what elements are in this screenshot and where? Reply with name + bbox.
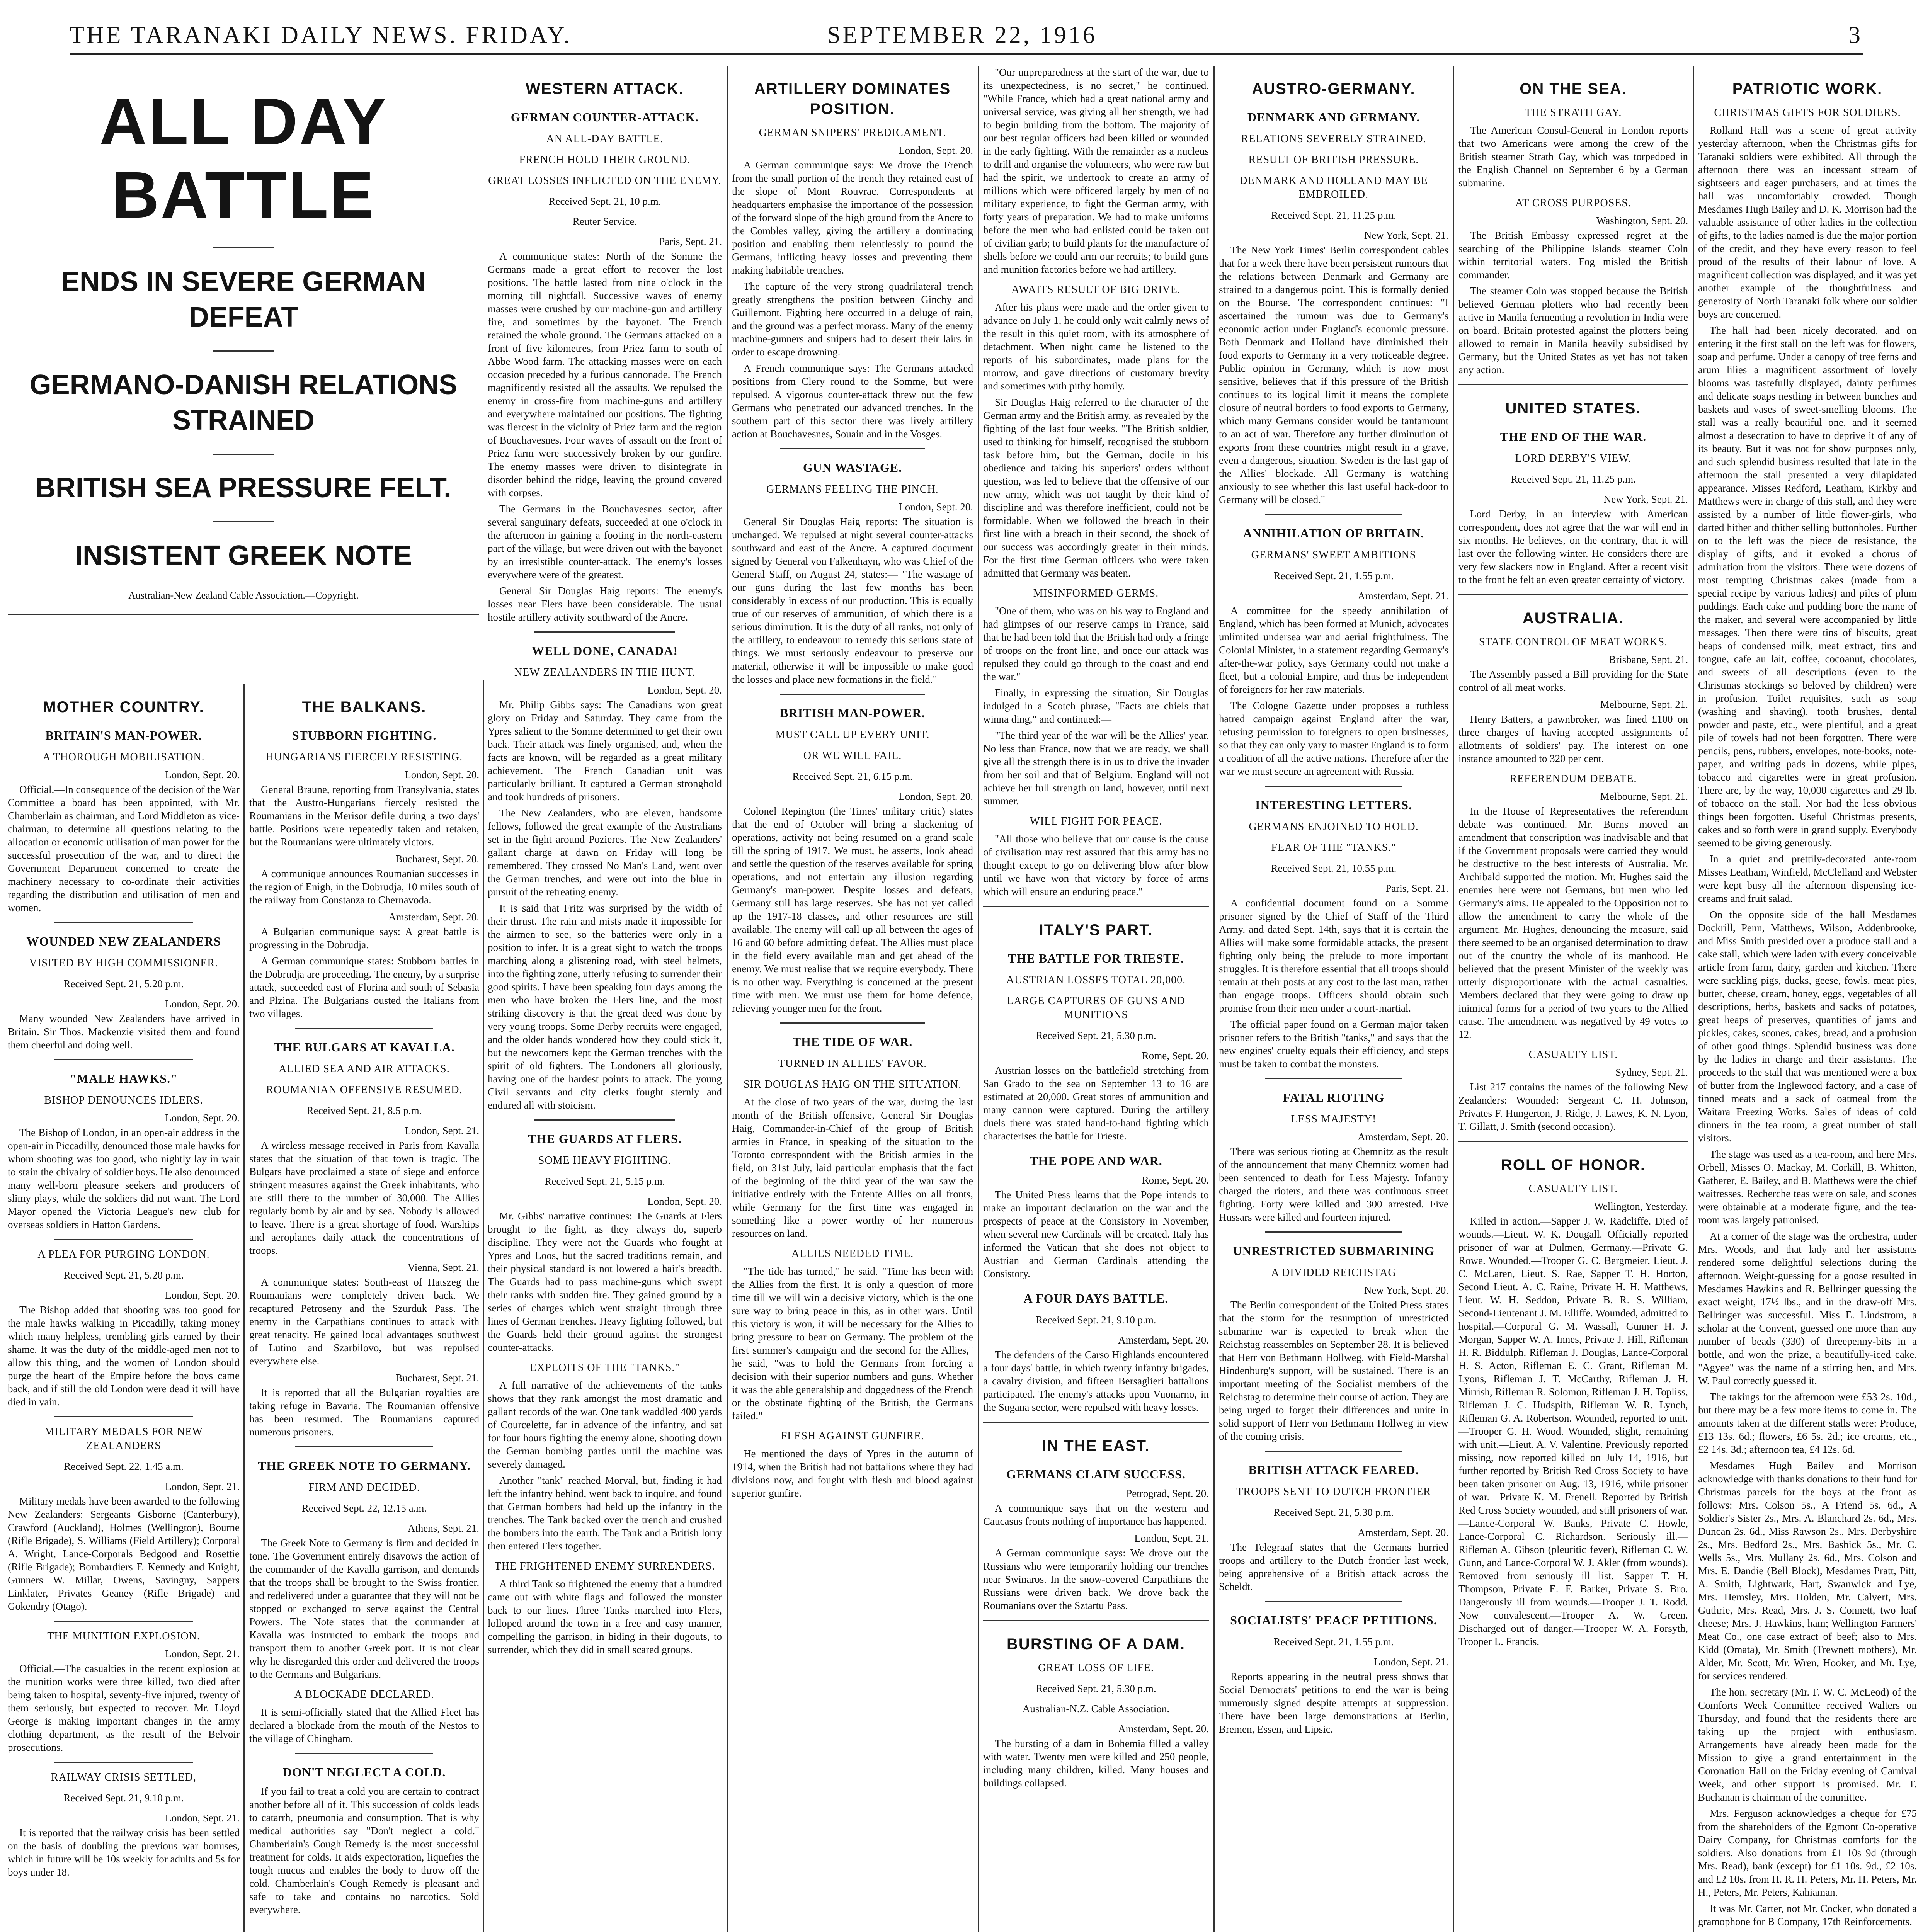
article-text: The bursting of a dam in Bohemia filled a valley with water. Twenty men were killed and 250 people, including many children, killed. Many houses and buildings collapsed. (983, 1738, 1209, 1789)
article-text: Henry Batters, a pawnbroker, was fined £100 on three charges of having accepted assignments of allotments of soldiers' pay. The interest on one instance amounted to 320 per cent. (1458, 713, 1688, 764)
section-title: ITALY'S PART. (1039, 922, 1153, 939)
news-service: Reuter Service. (572, 216, 637, 227)
divider (54, 1239, 193, 1240)
article-subheadline: THE MUNITION EXPLOSION. (47, 1630, 200, 1642)
section-title: BURSTING OF A DAM. (1007, 1636, 1185, 1653)
article-text: He mentioned the days of Ypres in the autumn of 1914, when the British had not battalions where they had divisions now, and fought with flesh and blood against superior gunfire. (732, 1448, 973, 1499)
article-headline: GERMAN COUNTER-ATTACK. (511, 110, 699, 124)
article-text: Sir Douglas Haig referred to the character of the German army and the British army, as revealed by the fighting of the last four weeks. "The British soldier, used to thinking for himself, recognised the stubborn task before him, but the German, docile in his obedience and taking his superiors' orders without question, was led to believe that the offensive of our new army, which was not taught by their kind of discipline and was therefore inefficient, could not be formidable. When we followed the breach in their first line with a breach in their second, the shock of our success was accordingly greater in their minds. For the first time German officers who were taken admitted that Germany was beaten. (983, 396, 1209, 579)
article-headline: THE BULGARS AT KAVALLA. (274, 1040, 455, 1054)
column-rule (1453, 66, 1454, 1932)
article-subheadline: EXPLOITS OF THE "TANKS." (530, 1362, 680, 1374)
section-title: UNITED STATES. (1505, 400, 1641, 417)
divider (1265, 1231, 1402, 1233)
dateline: Amsterdam, Sept. 20. (1118, 1334, 1209, 1346)
column-mother-country (8, 684, 240, 1932)
dateline: New York, Sept. 21. (1364, 230, 1448, 241)
received-time: Received Sept. 22, 1.45 a.m. (64, 1461, 184, 1472)
article-text: It is reported that all the Bulgarian royalties are taking refuge in Bavaria. The Roumanian offensive has been resumed. The Roumanians captured numerous prisoners. (249, 1387, 479, 1438)
divider (1265, 1601, 1402, 1602)
divider (213, 350, 274, 352)
article-text: The Bishop of London, in an open-air address in the open-air in Piccadilly, denounced those male hawks for whom shooting was too good, who nightly lay in wait to stain the chivalry of soldier boys. He also denounced many well-born pleasure seekers and producers of slimy plays, while the soldiers did not want. The Lord Mayor opened the Victoria League's new club for overseas soldiers in Hatton Gardens. (8, 1127, 240, 1230)
article-text: The official paper found on a German major taken prisoner refers to the British "tanks," and says that the new engines' cruelty equals their efficiency, and steps must be taken to combat the monsters. (1219, 1019, 1448, 1070)
section-title: ROLL OF HONOR. (1501, 1156, 1646, 1173)
received-time: Received Sept. 21, 11.25 p.m. (1271, 209, 1396, 221)
article-headline: WELL DONE, CANADA! (531, 644, 678, 658)
article-text: The British Embassy expressed regret at the searching of the Philippine Islands steamer Coln within territorial waters. Fog misled the British commander. (1458, 230, 1688, 281)
article-text: The American Consul-General in London reports that two Americans were among the crew of the British steamer Strath Gay, which was torpedoed in the English Channel on September 6 by a German submarine. (1458, 124, 1688, 189)
page-number: 3 (1848, 22, 1863, 48)
article-subheadline: ALLIES NEEDED TIME. (791, 1248, 914, 1260)
column-rule (483, 680, 484, 1932)
divider (1458, 594, 1688, 595)
dateline: Brisbane, Sept. 21. (1609, 654, 1688, 665)
article-text: Colonel Repington (the Times' military critic) states that the end of October will bring a slackening of operations, activity not being resumed on a grand scale till the spring of 1917. We must, he asserts, look ahead and settle the question of the reserves available for spring operations, and not entertain any illusion regarding Germany's man-power. Despite losses and defeats, Germany still has large reserves. She has not yet called up the 1917-18 classes, and other resources are still available. The enemy will call up all between the ages of 16 and 60 before admitting defeat. The Allies must place in the field every available man and get ahead of the enemy. We must realise that we require everybody. There is no other way. Everything is concerned at the present time with men. We must use them for home defence, relieving younger men for the front. (732, 805, 973, 1014)
divider (54, 922, 193, 923)
article-text: Lord Derby, in an interview with American correspondent, does not agree that the war will end in six months. He believes, on the contrary, that it will last over the following winter. He considers there are very few slackers now in England. After a recent visit to the front he felt an even greater certainty of victory. (1458, 508, 1688, 585)
subheadline: ENDS IN SEVERE GERMAN DEFEAT (61, 266, 426, 333)
article-text: "The tide has turned," he said. "Time has been with the Allies from the first. It is only a question of more time till we will win a decisive victory, which is the one sure way to bring peace in this, as in other wars. Until this victory is won, it will be necessary for the Allies to bring pressure to bear on Germany. The problem of the first summer's campaign and the second for the Allies," he said, "was to hold the Germans from forcing a decision with their superior numbers and guns. Whether it was the able generalship and doggedness of the French or the obstinate fighting of the British, the Germans failed." (732, 1265, 973, 1422)
column-artillery (732, 66, 973, 1932)
divider (780, 1022, 925, 1024)
dateline: London, Sept. 21. (165, 1481, 240, 1492)
article-text: Military medals have been awarded to the following New Zealanders: Sergeants Gisborne (Canterbury), Crawford (Auckland), Holmes (Wellington), Bourne (Rifle Brigade), S. Williams (Field Artillery); Corporal A. Wright, Lance-Corporals Bedgood and Rosettie (Rifle Brigade); Bombardiers F. Kennedy and Knight, Gunners W. Millar, Owens, Savingny, Sappers Linklater, Privates Geaney (Rifle Brigade) and Gokendry (Otago). (8, 1495, 240, 1612)
article-subheadline: ALLIED SEA AND AIR ATTACKS. (279, 1063, 450, 1075)
article-subheadline: AUSTRIAN LOSSES TOTAL 20,000. (1006, 974, 1186, 986)
received-time: Received Sept. 21, 9.10 p.m. (63, 1792, 184, 1804)
article-subheadline: ROUMANIAN OFFENSIVE RESUMED. (266, 1084, 463, 1096)
article-subheadline: FLESH AGAINST GUNFIRE. (781, 1430, 924, 1442)
article-subheadline: GERMAN SNIPERS' PREDICAMENT. (759, 127, 946, 139)
article-subheadline: GREAT LOSS OF LIFE. (1038, 1662, 1154, 1674)
article-subheadline: DENMARK AND HOLLAND MAY BE EMBROILED. (1239, 175, 1428, 201)
article-subheadline: AN ALL-DAY BATTLE. (546, 133, 664, 145)
received-time: Received Sept. 21, 5.30 p.m. (1273, 1507, 1394, 1518)
dateline: London, Sept. 20. (899, 145, 973, 156)
dateline: London, Sept. 21. (165, 1648, 240, 1660)
article-text: The defenders of the Carso Highlands encountered a four days' battle, in which twenty infantry brigades, a cavalry division, and fifteen Bersaglieri battalions participated. The enemy's attacks upon Vuonarno, in the Sugana sector, were repulsed with heavy losses. (983, 1349, 1209, 1413)
dateline: Bucharest, Sept. 21. (395, 1372, 479, 1384)
dateline: London, Sept. 20. (899, 791, 973, 802)
masthead (70, 19, 1863, 55)
article-text: General Braune, reporting from Transylvania, states that the Austro-Hungarians fiercely resisted the Roumanians in the Merisor defile during a two days' battle. Positions were repeatedly taken and retaken, but the Roumanians were ultimately victors. (249, 784, 479, 848)
dateline: London, Sept. 20. (405, 769, 479, 781)
article-text: The Greek Note to Germany is firm and decided in tone. The Government entirely disavows the action of the commander of the Kavalla garrison, and demands that the troops shall be brought to the Swiss frontier, and redelivered under a guarantee that they will not be stopped or exchanged to serve against the Central Powers. The Note states that the commander at Kavalla was instructed to embark the troops and transport them to another Greek port. It is not clear why he disregarded this order and delivered the troops to the Germans and Bulgarians. (249, 1537, 479, 1680)
news-service: Australian-N.Z. Cable Association. (1022, 1703, 1170, 1714)
article-text: Killed in action.—Sapper J. W. Radcliffe. Died of wounds.—Lieut. W. K. Dougall. Officially reported prisoner of war at Dulmen, Germany.—Private G. Rowe. Wounded.—Trooper G. C. Bergmeier, Lieut. J. C. McLaren, Lieut. S. Rae, Sapper T. H. Horton, Second Lieut. A. C. Raine, Private H. H. Matthews, Lieut. W. H. Seddon, Private B. R. S. William, Second-Lieutenant J. M. Elliffe. Wounded, admitted to hospital.—Corporal G. M. Wassall, Gunner H. J. Morgan, Sapper W. A. Innes, Private J. Hill, Rifleman H. R. Biddulph, Rifleman J. Douglas, Lance-Corporal H. S. Acton, Rifleman E. C. Grant, Rifleman M. Lyons, Rifleman J. T. McCarthy, Rifleman J. H. Mirrish, Rifleman R. Solomon, Rifleman J. H. Topliss, Rifleman J. C. Hudspith, Rifleman W. R. Lynch, Rifleman G. A. Robertson. Wounded, reported to unit.—Trooper G. H. Wood. Wounded, slight, remaining with unit.—Lieut. A. V. Valentine. Previously reported missing, now reported killed on July 14, 1916, but further reported by British Red Cross Society to have been taken prisoner on Aug. 13, 1916, while prisoner of war.—Private K. M. Frenell. Reported by British Red Cross Society wounded, and still prisoners of war.—Lance-Corporal W. Banks, Private C. Howle, Lance-Corporal C. Richardson. Seriously ill.—Rifleman A. Gibson (pleuritic fever), Rifleman C. W. Gunn, and Lance-Corporal W. J. Akler (from wounds). Removed from seriously ill list.—Sapper T. H. Thompson, Private E. F. Barker, Private S. Bro. Dangerously ill from wounds.—Trooper J. T. Rodd. Now convalescent.—Trooper A. W. Green. Discharged out of danger.—Trooper W. A. Forsyth, Trooper L. Francis. (1458, 1215, 1688, 1647)
section-title: WESTERN ATTACK. (526, 80, 684, 97)
article-headline: DENMARK AND GERMANY. (1247, 110, 1420, 124)
article-text: The hall had been nicely decorated, and on entering it the first stall on the left was for flowers, soap and perfume. Under a canopy of tree ferns and arum lilies a magnificent assortment of lovely blooms was tastefully displayed, dainty perfumes and delicate soaps nestling in between bunches and baskets and vases of sweet-smelling blooms. The stall was a really beautiful one, and it seemed almost a desecration to have to deprive it of any of its beauty. But it was not for show purposes only, and such splendid business resulted that late in the afternoon the stall presented a very dilapidated appearance. Misses Redford, Leatham, Kirkby and Matthews were in charge of this stall, and they were assisted by a number of little flower-girls, who darted hither and thither selling buttonholes. Further on to the left was the piece de resistance, the display of gifts, and it evoked a chorus of admiration from the visitors. There were dozens of most tempting Christmas cakes (made from a special recipe by various ladies) and piles of plum puddings. Each cake and pudding bore the name of the maker, and several were accompanied by little messages. Then there were tins of biscuits, great heaps of condensed milk, meat extract, tins and tongue, cafe au lait, coffee, cocoanut, chocolates, and sweets of all descriptions (even to the Christmas stockings so beloved by children) were in profusion. Toilet requisites, such as soap (washing and shaving), tooth brushes, dental powder and paste, etc., were plentiful, and a great pile of towels had not been forgotten. There were pencils, pens, rubbers, envelopes, note-books, note-paper, and writing pads in dozens, while pipes, tobacco and cigarettes were in great profusion. There are, by the way, 10,000 cigarettes and 29 lb. of tobacco on the stall. Nor had the less obvious things been forgotten. Useful Christmas presents, cakes and so forth were in grand supply. Everybody seemed to be giving generously. (1698, 325, 1917, 849)
article-headline: THE GUARDS AT FLERS. (528, 1132, 682, 1146)
column-rule (1213, 66, 1215, 1932)
article-headline: BRITISH ATTACK FEARED. (1248, 1463, 1419, 1477)
advert-headline: DON'T NEGLECT A COLD. (282, 1765, 446, 1779)
received-time: Received Sept. 21, 1.55 p.m. (1273, 1636, 1394, 1648)
received-time: Received Sept. 21, 6.15 p.m. (792, 770, 913, 782)
dateline: Paris, Sept. 21. (659, 236, 722, 247)
dateline: London, Sept. 20. (647, 684, 722, 696)
divider (1458, 384, 1688, 385)
received-time: Received Sept. 21, 5.30 p.m. (1036, 1030, 1156, 1041)
subheadline: BRITISH SEA PRESSURE FELT. (35, 473, 452, 503)
dateline: Vienna, Sept. 21. (407, 1262, 479, 1273)
article-headline: GERMANS CLAIM SUCCESS. (1006, 1467, 1186, 1481)
article-subheadline: THE STRATH GAY. (1525, 107, 1622, 119)
article-text: Many wounded New Zealanders have arrived in Britain. Sir Thos. Mackenzie visited them and found them cheerful and doing well. (8, 1013, 240, 1051)
article-headline: UNRESTRICTED SUBMARINING (1233, 1244, 1435, 1258)
divider (983, 1620, 1209, 1621)
article-headline: THE TIDE OF WAR. (792, 1035, 913, 1049)
article-subheadline: OR WE WILL FAIL. (803, 750, 902, 762)
dateline: Petrograd, Sept. 20. (1126, 1488, 1209, 1499)
article-subheadline: CHRISTMAS GIFTS FOR SOLDIERS. (1714, 107, 1901, 119)
article-text: In the House of Representatives the referendum debate was continued. Mr. Burns moved an amendment that conscription was inadvisable and that if the Government proposals were carried they would be destructive to the best interests of Australia. Mr. Archibald supported the motion. Mr. Hughes said the enemies here were not Germans, but men who led Germany's aims. He appealed to the Opposition not to allow the amendment to carry the whole of the argument. Mr. Hughes, denouncing the measure, said there seemed to be an organised determination to draw out of the country the whole of its manhood. He believed that the present Minister of the weekly was utterly disproportionate with the actual casualties. Members declared that they were going to draw up inimical forms for a period of two years to the Allied cause. The amendment was negatived by 49 votes to 12. (1458, 805, 1688, 1040)
article-headline: WOUNDED NEW ZEALANDERS (26, 934, 221, 948)
dateline: Rome, Sept. 20. (1142, 1174, 1209, 1186)
advert-text: If you fail to treat a cold you are certain to contract another before all of it. This succession of colds leads to catarrh, pneumonia and consumption. That is why medical authorities say "Don't neglect a cold." Chamberlain's Cough Remedy is the most successful treatment for colds. It aids expectoration, liquefies the tough mucus and enables the body to throw off the cold. Chamberlain's Cough Remedy is pleasant and safe to take and contains no narcotics. Sold everywhere. (249, 1786, 479, 1915)
dateline: Bucharest, Sept. 20. (395, 853, 479, 865)
divider (780, 448, 925, 449)
article-text: Mesdames Hugh Bailey and Morrison acknowledge with thanks donations to their fund for Christmas parcels for the boys at the front as follows: Mrs. Colson 5s., A Friend 5s. 6d., A Soldier's Sister 2s., Mrs. A. Blanchard 2s. 6d., Mrs. Duncan 2s. 6d., Miss Rawson 2s., Mrs. Derbyshire 2s., Mrs. Bedford 2s., Mrs. Bashick 5s., Mr. C. Wells 5s., Mrs. Mullany 2s. 6d., Mrs. Colson and Mrs. E. Dandie (Bell Block), Mesdames Pratt, Pitt, A. Smith, Lightwark, Hart, Swanwick and Lye, Mrs. Hemsley, Mrs. Holden, Mr. Calvert, Mrs. Guthrie, Mrs. Read, Mrs. J. S. Connett, two loaf cheese; Mrs. J. Hawkins, ham; Wellington Farmers' Meat Co., one case extract of beef; also to Mrs. Kidd (Omata), Mr. Smith (Trewnett mothers), Mr. Alder, Mr. Scott, Mr. Wren, Hooker, and Mr. Lye, for services rendered. (1698, 1460, 1917, 1682)
article-text: After his plans were made and the order given to advance on July 1, he could only wait calmly news of the result in this quiet room, with its atmosphere of detachment. When night came he listened to the reports of his subordinates, made plans for the morrow, and gave directions of customary brevity and sometimes with pithy homily. (983, 301, 1209, 392)
article-text: A confidential document found on a Somme prisoner signed by the Chief of Staff of the Third Army, and dated Sept. 14th, says that it is certain the Allies will make some formidable attacks, the present fighting only being the prelude to more important struggles. It is therefore essential that all troops should remain at their posts at any cost to the last man, rather than engage troops. Officers should obtain such promise from their men under a court-martial. (1219, 897, 1448, 1014)
divider (1458, 1141, 1688, 1142)
received-time: Received Sept. 21, 5.15 p.m. (545, 1175, 665, 1187)
column-italy-east (983, 66, 1209, 1932)
article-text: The Bishop added that shooting was too good for the male hawks walking in Piccadilly, taking money which many helpless, trembling girls earned by their shame. It was the duty of the middle-aged men not to allow this thing, and the women of London should purge the heart of the Empire before the boys came back, and if still the old London were dead it will have died in vain. (8, 1304, 240, 1408)
article-text: General Sir Douglas Haig reports: The enemy's losses near Flers have been considerable. The usual hostile artillery activity southward of the Ancre. (488, 585, 722, 623)
cable-credit: Australian-New Zealand Cable Association.—Copyright. (128, 590, 359, 601)
column-austro-germany (1219, 66, 1448, 1932)
divider (1265, 514, 1402, 515)
article-text: A German communique says: We drove the French from the small portion of the trench they retained east of the slope of Mont Rouvrac. Correspondents at headquarters emphasise the importance of the possession of the forward slope of the high ground from the Ancre to the Combles valley, giving the artillery a dominating position and enabling them relentlessly to pound the Germans, inflicting heavy losses and preventing them making habitable trenches. (732, 159, 973, 276)
article-subheadline: LARGE CAPTURES OF GUNS AND MUNITIONS (1007, 995, 1185, 1021)
section-title: MOTHER COUNTRY. (43, 699, 204, 716)
dateline: Melbourne, Sept. 21. (1600, 791, 1688, 802)
dateline: Athens, Sept. 21. (407, 1522, 479, 1534)
article-subheadline: FIRM AND DECIDED. (308, 1481, 420, 1493)
dateline: London, Sept. 20. (647, 1196, 722, 1207)
article-subheadline: GREAT LOSSES INFLICTED ON THE ENEMY. (488, 175, 722, 187)
divider (983, 906, 1209, 907)
article-text: It was Mr. Carter, not Mr. Cocker, who donated a gramophone for B Company, 17th Reinforcements. (1698, 1903, 1917, 1927)
divider (295, 1028, 433, 1029)
subheadline: GERMANO-DANISH RELATIONS STRAINED (29, 369, 458, 436)
divider (1265, 1078, 1402, 1079)
divider (54, 1762, 193, 1763)
article-text: "Our unpreparedness at the start of the war, due to its unexpectedness, is no secret," he continued. "While France, which had a great national army and universal service, was giving all her strength, we had to begin building from the bottom. The majority of our best regular officers had been killed or wounded in the early fighting. With the remainder as a nucleus to drill and organise the volunteers, who were raw but had the spirit, we undertook to create an army of millions which were officered largely by men of no military experience, to fight the German army, with forty years of preparation. We had to make uniforms before the men who had enlisted could be taken out of civilian garb; to build plants for the manufacture of shells before we could arm our recruits; to build guns and munition factories before we had artillery. (983, 66, 1209, 275)
section-title: AUSTRO-GERMANY. (1252, 80, 1416, 97)
article-text: Mr. Gibbs' narrative continues: The Guards at Flers brought to the fight, as they always do, superb discipline. They were not the Guards who fought at Ypres and Loos, but the sacred traditions remain, and their physical standard is not lowered a hair's breadth. The Guards had to pass machine-guns which swept their ranks with sudden fire. They gained ground by a series of charges which went straight through three lines of German trenches. Heavy fighting followed, but the Guards held their ground against the strongest counter-attacks. (488, 1210, 722, 1353)
article-text: The New York Times' Berlin correspondent cables that for a week there have been persistent rumours that the relations between Denmark and Germany are strained to a dangerous point. This is formally denied on the Bourse. The correspondent continues: "I ascertained the rumour was due to Germany's economic action under England's economic pressure. Both Denmark and Holland have diminished their food exports to Germany in a very noticeable degree. Public opinion in Germany, which is now most sensitive, believes that if this pressure of the British continues to its logical limit it means the complete closure of neutral borders to food exports to Germany, which many Germans consider would be tantamount to an act of war. Therefore any further diminution of exports from these countries might result in a grave, even a dangerous, situation. Sweden is the last gap of the Allies' blockade. All Germany is watching anxiously to see whether this last useful back-door to Germany will be closed." (1219, 244, 1448, 505)
article-text: "The third year of the war will be the Allies' year. No less than France, now that we are ready, we shall give all the strength there is in us to drive the invader from her soil and that of Belgium. England will not achieve her full strength on land, however, until next summer. (983, 730, 1209, 807)
article-subheadline: RESULT OF BRITISH PRESSURE. (1248, 154, 1419, 166)
article-text: At a corner of the stage was the orchestra, under Mrs. Woods, and that lady and her assistants rendered some delightful selections during the afternoon. Weight-guessing for a goose resulted in Mesdames Hawkins and R. Bellringer guessing the exact weight, 17½ lbs., and in the draw-off Mrs. Bellringer was successful. Miss E. Lindstrom, a scholar at the Convent, guessed one more than any number of beads (330) of threepenny-bits in a bottle, and won the prize, a beautifully-iced cake. "Agyee" was the name of a stirring hen, and Mrs. W. Paul correctly guessed it. (1698, 1230, 1917, 1386)
divider (8, 614, 479, 615)
article-subheadline: MUST CALL UP EVERY UNIT. (775, 729, 930, 741)
dateline: London, Sept. 20. (165, 998, 240, 1010)
article-text: The steamer Coln was stopped because the British believed German plotters who had recently been active in Manila fermenting a revolution in India were on board. Britain protested against the plotters being allowed to remain in Manila heavily subsidised by Germany, but the United States as yet has not taken any action. (1458, 285, 1688, 376)
article-text: It is said that Fritz was surprised by the width of their thrust. The rain and mists made it impossible for the airmen to see, so the batteries were only in a position to infer. It is a great sight to watch the troops marching along a glistening road, with steel helmets, into the fighting zone, utterly refusing to surrender their good spirits. I have been speaking four days among the men who have broken the Flers line, and the most striking discovery is that the great deed was done by very young troops. Some Derby recruits were engaged, and the older hands wondered how they could stick it, but the newcomers kept the German trenches with the spirit of old fighters. The Londoners all gloriously, having one of the hardest points to attack. The young Civil servants and city clerks fought sternly and endured all with stoicism. (488, 902, 722, 1111)
section-title: THE BALKANS. (302, 699, 427, 716)
divider (1265, 1451, 1402, 1452)
article-text: Official.—The casualties in the recent explosion at the munition works were three killed, two died after being taken to hospital, seventy-five injured, twenty of them seriously, but expected to recover. Mr. Lloyd George is making important changes in the army clothing department, as the result of the Belvoir prosecutions. (8, 1663, 240, 1753)
dateline: London, Sept. 20. (165, 1112, 240, 1124)
received-time: Received Sept. 21, 8.5 p.m. (306, 1105, 422, 1116)
divider (780, 694, 925, 695)
article-subheadline: A BLOCKADE DECLARED. (294, 1689, 434, 1701)
article-headline: INTERESTING LETTERS. (1255, 798, 1412, 812)
article-text: Austrian losses on the battlefield stretching from San Grado to the sea on September 13 to 16 are estimated at 20,000. Great stores of ammunition and many cannon were captured. During the artillery duels there was stated hand-to-hand fighting which characterises the battle for Trieste. (983, 1065, 1209, 1142)
article-subheadline: GERMANS FEELING THE PINCH. (766, 483, 939, 495)
dateline: London, Sept. 20. (165, 1289, 240, 1301)
divider (295, 1446, 433, 1447)
article-text: The capture of the very strong quadrilateral trench greatly strengthens the position between Ginchy and Guillemont. Fighting here occurred in a deluge of rain, and the ground was a perfect morass. Many of the enemy machine-gunners and snipers had to desert their lairs in order to escape drowning. (732, 281, 973, 358)
article-subheadline: FEAR OF THE "TANKS." (1271, 842, 1396, 854)
article-headline: ANNIHILATION OF BRITAIN. (1243, 526, 1424, 540)
article-text: Finally, in expressing the situation, Sir Douglas indulged in a Scotch phrase, "Facts are chiels that winna ding," and continued:— (983, 687, 1209, 725)
received-time: Received Sept. 21, 1.55 p.m. (1273, 570, 1394, 582)
divider (534, 631, 675, 633)
article-subheadline: TROOPS SENT TO DUTCH FRONTIER (1236, 1486, 1431, 1498)
divider (213, 454, 274, 455)
column-balkans (249, 684, 479, 1932)
article-text: A wireless message received in Paris from Kavalla states that the situation of that town is tragic. The Bulgars have proclaimed a state of siege and enforce stringent measures against the Greek inhabitants, who are still there to the number of 30,000. The Allies regularly bomb by air and by sea. Nobody is allowed to leave. There is a great shortage of food. Warships and aeroplanes daily attack the concentrations of troops. (249, 1139, 479, 1256)
received-time: Received Sept. 21, 11.25 p.m. (1511, 473, 1636, 485)
article-text: A German communique says: We drove out the Russians who were temporarily holding our trenches near Swinaros. In the snow-covered Carpathians the Russians were driven back. We drove back the Roumanians over the Sztartu Pass. (983, 1547, 1209, 1611)
dateline: Amsterdam, Sept. 20. (1118, 1723, 1209, 1735)
divider (983, 1422, 1209, 1423)
article-text: A Bulgarian communique says: A great battle is progressing in the Dobrudja. (249, 926, 479, 951)
article-text: "One of them, who was on his way to England and had glimpses of our reserve camps in France, said that he had been told that the British had only a fringe of troops on the front line, and once our attack was repulsed they could go through to the coast and end the war." (983, 605, 1209, 682)
article-text: It is semi-officially stated that the Allied Fleet has declared a blockade from the mouth of the Nestos to the village of Chingham. (249, 1706, 479, 1744)
article-subheadline: WILL FIGHT FOR PEACE. (1030, 815, 1162, 827)
article-subheadline: SOME HEAVY FIGHTING. (538, 1155, 672, 1167)
article-subheadline: AWAITS RESULT OF BIG DRIVE. (1011, 284, 1181, 296)
article-text: The stage was used as a tea-room, and here Mrs. Orbell, Misses O. Mackay, M. Corkill, B. Whitton, Gatherer, E. Bailey, and B. Matthews were the chief waitresses. Recherche teas were on sale, and scones were obtainable at a moderate figure, and the tea-room was largely patronised. (1698, 1148, 1917, 1226)
article-subheadline: HUNGARIANS FIERCELY RESISTING. (265, 751, 463, 763)
article-headline: "MALE HAWKS." (70, 1071, 178, 1085)
column-sea-us-australia (1458, 66, 1688, 1932)
article-text: Another "tank" reached Morval, but, finding it had left the infantry behind, went back to inquire, and found that German bombers had held up the infantry in the trenches. The Tank backed over the trench and crushed the bombers into the earth. The Tank and a British lorry then entered Flers together. (488, 1475, 722, 1552)
section-title: AUSTRALIA. (1522, 610, 1624, 627)
article-headline: SOCIALISTS' PEACE PETITIONS. (1230, 1613, 1437, 1627)
article-text: The Germans in the Bouchavesnes sector, after several sanguinary defeats, succeeded at one o'clock in the afternoon in gaining a footing in the north-eastern part of the village, but were driven out with the bayonet by an irresistible counter-attack. The enemy's losses everywhere were of the greatest. (488, 503, 722, 580)
article-subheadline: A DIVIDED REICHSTAG (1271, 1267, 1396, 1279)
article-headline: THE GREEK NOTE TO GERMANY. (258, 1459, 471, 1473)
dateline: London, Sept. 20. (899, 501, 973, 513)
article-subheadline: FRENCH HOLD THEIR GROUND. (519, 154, 691, 166)
article-subheadline: STATE CONTROL OF MEAT WORKS. (1479, 636, 1668, 648)
article-text: A communique says that on the western and Caucasus fronts nothing of importance has happened. (983, 1502, 1209, 1527)
article-subheadline: GERMANS' SWEET AMBITIONS (1251, 549, 1416, 561)
article-subheadline: VISITED BY HIGH COMMISSIONER. (29, 957, 218, 969)
article-subheadline: AT CROSS PURPOSES. (1515, 197, 1631, 209)
section-title: IN THE EAST. (1042, 1437, 1150, 1454)
article-subheadline: SIR DOUGLAS HAIG ON THE SITUATION. (744, 1078, 962, 1090)
article-headline: THE END OF THE WAR. (1500, 430, 1647, 444)
article-subheadline: MISINFORMED GERMS. (1033, 587, 1159, 599)
received-time: Received Sept. 21, 5.20 p.m. (63, 978, 184, 990)
dateline: London, Sept. 21. (1374, 1656, 1448, 1668)
article-text: Reports appearing in the neutral press shows that Social Democrats' petitions to end the war is being numerously signed despite attempts at suppression. There have been large demonstrations at Berlin, Bremen, Essen, and Lipsic. (1219, 1671, 1448, 1735)
newspaper-title: THE TARANAKI DAILY NEWS. FRIDAY. (70, 22, 572, 48)
dateline: Amsterdam, Sept. 20. (388, 911, 479, 923)
article-text: A third Tank so frightened the enemy that a hundred came out with white flags and followed the monster back to our lines. Three Tanks marched into Flers, lolloped around the town in a free and easy manner, compelling the garrison, in hiding in their dugouts, to surrender, which they did in small scared groups. (488, 1578, 722, 1655)
article-subheadline: GERMANS ENJOINED TO HOLD. (1249, 821, 1419, 833)
column-rule (1693, 66, 1694, 1932)
received-time: Received Sept. 21, 5.20 p.m. (63, 1269, 184, 1281)
dateline: Amsterdam, Sept. 21. (1358, 590, 1448, 602)
dateline: London, Sept. 21. (1134, 1532, 1209, 1544)
article-text: In a quiet and prettily-decorated ante-room Misses Leatham, Winfield, McClelland and Webster were kept busy all the afternoon dispensing ice-creams and fruit salad. (1698, 853, 1917, 904)
article-headline: GUN WASTAGE. (803, 461, 902, 474)
received-time: Received Sept. 21, 10 p.m. (548, 196, 661, 207)
dateline: Paris, Sept. 21. (1385, 883, 1448, 894)
divider (213, 247, 274, 248)
dateline: Amsterdam, Sept. 20. (1358, 1527, 1448, 1538)
column-rule (727, 66, 728, 1932)
article-text: "All those who believe that our cause is the cause of civilisation may rest assured that this army has no thought except to go on delivering blow after blow until we have won that victory by force of arms which will ensure an enduring peace." (983, 833, 1209, 897)
divider (54, 1059, 193, 1060)
article-headline: STUBBORN FIGHTING. (292, 728, 437, 742)
received-time: Received Sept. 22, 12.15 a.m. (301, 1502, 427, 1514)
article-subheadline: MILITARY MEDALS FOR NEW ZEALANDERS (44, 1426, 203, 1452)
article-subheadline: CASUALTY LIST. (1528, 1049, 1618, 1061)
dateline: Washington, Sept. 20. (1596, 215, 1688, 226)
dateline: Rome, Sept. 20. (1142, 1050, 1209, 1061)
article-subheadline: LESS MAJESTY! (1291, 1113, 1377, 1125)
article-text: A communique states: South-east of Hatszeg the Roumanians were completely driven back. We recaptured Petroseny and the Szurduk Pass. The enemy in the Carpathians continues to attack with great tenacity. He gained local advantages southwest of Lutino and Szarbilovo, but was repulsed everywhere else. (249, 1276, 479, 1367)
divider (295, 1753, 433, 1754)
divider (534, 1119, 675, 1121)
divider (54, 1621, 193, 1622)
column-rule (978, 66, 979, 1932)
dateline: New York, Sept. 21. (1603, 493, 1688, 505)
article-text: A communique announces Roumanian successes in the region of Enigh, in the Dobrudja, 10 miles south of the railway from Constanza to Chernavoda. (249, 868, 479, 906)
article-text: Mrs. Ferguson acknowledges a cheque for £75 from the shareholders of the Egmont Co-operative Dairy Company, for Christmas comforts for the soldiers. Also donations from £1 10s 9d (through Mrs. Read), bank (except) for £1 10s. 9d., £2 10s. and £2 10s. from H. R. H. Peters, Mr. H. Peters, Mr. H., Peters, Mr. Peters, Kahiaman. (1698, 1808, 1917, 1898)
dateline: Sydney, Sept. 21. (1615, 1066, 1688, 1078)
column-western-attack (488, 66, 722, 1932)
section-title: ON THE SEA. (1520, 80, 1627, 97)
article-headline: BRITAIN'S MAN-POWER. (45, 728, 202, 742)
article-subheadline: NEW ZEALANDERS IN THE HUNT. (514, 667, 695, 679)
dateline: Melbourne, Sept. 21. (1600, 699, 1688, 710)
article-text: Rolland Hall was a scene of great activity yesterday afternoon, when the Christmas gifts for Taranaki soldiers were exhibited. All through the afternoon there was an incessant stream of sightseers and eager purchasers, and at times the hall was uncomfortably crowded. Though Mesdames Hugh Bailey and D. K. Morrison had the valuable assistance of other ladies in the collection of gifts, to the ladies named is due the major portion of the credit, and they have every reason to feel proud of the results of their labour of love. A magnificent collection was displayed, and it was yet another example of the thoughtfulness and generosity of North Taranaki folk where our soldier boys are concerned. (1698, 124, 1917, 320)
article-text: The takings for the afternoon were £53 2s. 10d., but there may be a few more items to come in. The amounts taken at the different stalls were: Produce, £13 13s. 6d.; flowers, £6 5s. 2d.; ice creams, etc., £2 14s. 3d.; afternoon tea, £4 12s. 6d. (1698, 1391, 1917, 1455)
article-text: A communique states: North of the Somme the Germans made a great effort to recover the lost positions. The battle lasted from nine o'clock in the morning till nightfall. Successive waves of enemy masses were crushed by our machine-gun and artillery fire, and sometimes by the bayonet. The French retained the whole ground. The Germans attacked on a front of five kilometres, from Priez farm to south of Abbe Wood farm. The attacking masses were on each occasion preceded by a furious cannonade. The French magnificently resisted all the assaults. We repulsed the enemy in cross-fire from machine-guns and artillery and everywhere maintained our positions. The fighting was fiercest in the vicinity of Priez farm and the region of Bouchavesnes. Four waves of assault on the front of Priez farm were successively broken by our gunfire. The enemy masses were driven to disintegrate in disorder behind the ridge, leaving the ground covered with corpses. (488, 250, 722, 498)
dateline: Wellington, Yesterday. (1594, 1201, 1688, 1212)
article-text: List 217 contains the names of the following New Zealanders: Wounded: Sergeant C. H. Johnson, Privates F. Hungerton, J. Ridge, J. Lawes, K. N. Lyon, T. Gillatt, J. Smith (second occasion). (1458, 1081, 1688, 1132)
article-text: A German communique states: Stubborn battles in the Dobrudja are proceeding. The enemy, by a surprise attack, succeeded east of Florina and south of Sebasia and Plzina. The Bulgarians ousted the Italians from two villages. (249, 955, 479, 1019)
section-title: ARTILLERY DOMINATES POSITION. (754, 80, 951, 117)
article-text: The Berlin correspondent of the United Press states that the storm for the resumption of unrestricted submarine war is expected to break when the Reichstag reassembles on September 28. It is believed that Herr von Bethmann Hollweg, with Field-Marshal Hindenburg's support, will be sustained. There is an important meeting of the Socialist members of the Reichstag to determine their course of action. They are being urged to forget their differences and unite in solid support of Herr von Bethmann Hollweg in view of the coming crisis. (1219, 1299, 1448, 1442)
article-subheadline: BISHOP DENOUNCES IDLERS. (44, 1094, 203, 1106)
article-text: The Cologne Gazette under proposes a ruthless hatred campaign against England after the war, refusing permission to foreigners to open businesses, so that they can only vary to master England is to form a coalition of all the active nations. Therefore after the war we must secure an agreement with Russia. (1219, 700, 1448, 777)
column-patriotic-work (1698, 66, 1917, 1932)
article-subheadline: THE FRIGHTENED ENEMY SURRENDERS. (494, 1560, 715, 1572)
article-text: It is reported that the railway crisis has been settled on the basis of doubling the previous war bonuses, which in future will be 10s weekly for adults and 5s for boys under 18. (8, 1827, 240, 1878)
divider (1265, 786, 1402, 787)
dateline: New York, Sept. 20. (1364, 1284, 1448, 1296)
article-text: At the close of two years of the war, during the last month of the British offensive, General Sir Douglas Haig, Commander-in-Chief of the group of British armies in France, in speaking of the situation to the Toronto correspondent with the British armies in the field, on 31st July, laid particular emphasis that the fact of the beginning of the third year of the war saw the initiative entirely with the Entente Allies on all fronts, while Germany for the first time was engaged in something like a power worthy of her numerous resources on land. (732, 1096, 973, 1239)
article-headline: A FOUR DAYS BATTLE. (1023, 1291, 1169, 1305)
article-text: On the opposite side of the hall Mesdames Dockrill, Penn, Matthews, Wilson, Addenbrooke, and Miss Smith presided over a produce stall and a cake stall, which were laden with every conceivable article from farm, dairy, garden and kitchen. There were suckling pigs, ducks, geese, fowls, meat pies, butter, cheese, cream, honey, eggs, vegetables of all descriptions, herbs, baskets and sacks of potatoes, great heaps of preserves, quantities of jams and pickles, cakes, scones, cakes, bread, and a profusion of other good things. Splendid business was done by the ladies in charge and their assistants. The proceeds to the stall that was mentioned were a box of butter from the Inglewood factory, and a case of tinned meats and a sack of oatmeal from the Waitara Freezing Works. Sales of ideas of cold dinners in the tea room, a great number of stall visitors. (1698, 909, 1917, 1144)
article-headline: FATAL RIOTING (1283, 1090, 1385, 1104)
article-headline: BRITISH MAN-POWER. (780, 706, 925, 720)
article-subheadline: A PLEA FOR PURGING LONDON. (37, 1248, 210, 1260)
issue-date: SEPTEMBER 22, 1916 (827, 22, 1097, 48)
article-headline: THE POPE AND WAR. (1030, 1154, 1162, 1168)
article-text: A full narrative of the achievements of the tanks shows that they rank amongst the most dramatic and gallant records of the war. One tank waddled 400 yards of Courcelette, far in advance of the infantry, and sat for four hours fighting the enemy alone, shooting down the German bombing parties until the machine was severely damaged. (488, 1379, 722, 1470)
article-subheadline: RAILWAY CRISIS SETTLED, (51, 1771, 196, 1783)
received-time: Received Sept. 21, 9.10 p.m. (1036, 1314, 1156, 1326)
subheadline: INSISTENT GREEK NOTE (75, 540, 412, 571)
article-text: A committee for the speedy annihilation of England, which has been formed at Munich, advocates unlimited undersea war and aerial frightfulness. The Colonial Minister, in a statement regarding Germany's after-the-war policy, says Germany could not make a fleet, but a colonial Empire, and thus be independent of foreigners for her raw materials. (1219, 605, 1448, 695)
dateline: London, Sept. 21. (405, 1125, 479, 1136)
received-time: Received Sept. 21, 10.55 p.m. (1271, 862, 1397, 874)
dateline: London, Sept. 20. (165, 769, 240, 781)
article-subheadline: CASUALTY LIST. (1528, 1183, 1618, 1195)
divider (213, 521, 274, 522)
received-time: Received Sept. 21, 5.30 p.m. (1036, 1683, 1156, 1694)
article-subheadline: RELATIONS SEVERELY STRAINED. (1241, 133, 1426, 145)
article-subheadline: A THOROUGH MOBILISATION. (43, 751, 205, 763)
article-text: Official.—In consequence of the decision of the War Committee a board has been appointed, with Mr. Chamberlain as chairman, and Lord Middleton as vice-chairman, to determine all questions relating to the allocation or economic utilisation of man power for the successful prosecution of the war, and to direct the Government Department concerned to create the machinery necessary to co-ordinate their activities regarding the distribution and utilisation of men and women. (8, 784, 240, 913)
dateline: London, Sept. 21. (165, 1812, 240, 1824)
section-title: PATRIOTIC WORK. (1732, 80, 1883, 97)
article-text: The Telegraaf states that the Germans hurried troops and artillery to the Dutch frontier last week, being apprehensive of a British attack across the Scheldt. (1219, 1541, 1448, 1592)
divider (54, 1416, 193, 1417)
article-subheadline: REFERENDUM DEBATE. (1509, 773, 1637, 785)
article-text: The Assembly passed a Bill providing for the State control of all meat works. (1458, 668, 1688, 693)
article-subheadline: TURNED IN ALLIES' FAVOR. (778, 1058, 927, 1070)
article-text: The hon. secretary (Mr. F. W. C. McLeod) of the Comforts Week Committee received Walters on Thursday, and found that the residents there are taking up the project with enthusiasm. Arrangements have already been made for the Mission to give a grand entertainment in the Coronation Hall on the Friday evening of Carnival Week, and other support is promised. Mr. T. Buchanan is chairman of the committee. (1698, 1686, 1917, 1803)
article-text: Mr. Philip Gibbs says: The Canadians won great glory on Friday and Saturday. They came from the Ypres salient to the Somme determined to get their own back. Their attack was finely organised, and, when the facts are known, will be regarded as a great military achievement. The French Canadian unit was particularly brilliant. It captured a German stronghold and took hundreds of prisoners. (488, 699, 722, 803)
article-text: There was serious rioting at Chemnitz as the result of the announcement that many Chemnitz women had been sentenced to death for Less Majesty. Infantry charged the rioters, and there was continuous street fighting. Forty were killed and 300 arrested. Five Hussars were killed and fourteen injured. (1219, 1146, 1448, 1223)
article-text: The New Zealanders, who are eleven, handsome fellows, followed the great example of the Australians set in the fight around Pozieres. The New Zealanders' gallant charge at dawn on Friday will long be remembered. They crossed No Man's Land, went over the German trenches, and were out into the blue in pursuit of the retreating enemy. (488, 807, 722, 898)
article-subheadline: LORD DERBY'S VIEW. (1515, 452, 1632, 464)
article-text: The United Press learns that the Pope intends to make an important declaration on the war and the prospects of peace at the Consistory in November, when several new Cardinals will be created. Italy has informed the Vatican that she does not object to Austrian and German Cardinals attending the Consistory. (983, 1189, 1209, 1279)
column-rule (243, 684, 245, 1932)
article-headline: THE BATTLE FOR TRIESTE. (1008, 951, 1184, 965)
main-headline: ALL DAY BATTLE (99, 85, 388, 232)
article-text: A French communique says: The Germans attacked positions from Clery round to the Somme, but were repulsed. A vigorous counter-attack threw out the few Germans who penetrated our advanced trenches. In the southern part of this sector there was lively artillery action at Bouchavesnes, Souain and in the Vosges. (732, 362, 973, 440)
article-text: General Sir Douglas Haig reports: The situation is unchanged. We repulsed at night several counter-attacks southward and east of the Ancre. A captured document signed by General von Falkenhayn, who was Chief of the General Staff, on August 24, states:— "The wastage of our guns during the last few months has been considerably in excess of our production. This is equally true of our reserves of ammunition, of which there is a serious diminution. It is the duty of all ranks, not only of the artillery, to endeavour to remedy this serious state of things. We must seriously endeavour to preserve our material, otherwise it will be impossible to make good the losses and place new formations in the field." (732, 516, 973, 685)
dateline: Amsterdam, Sept. 20. (1358, 1131, 1448, 1143)
